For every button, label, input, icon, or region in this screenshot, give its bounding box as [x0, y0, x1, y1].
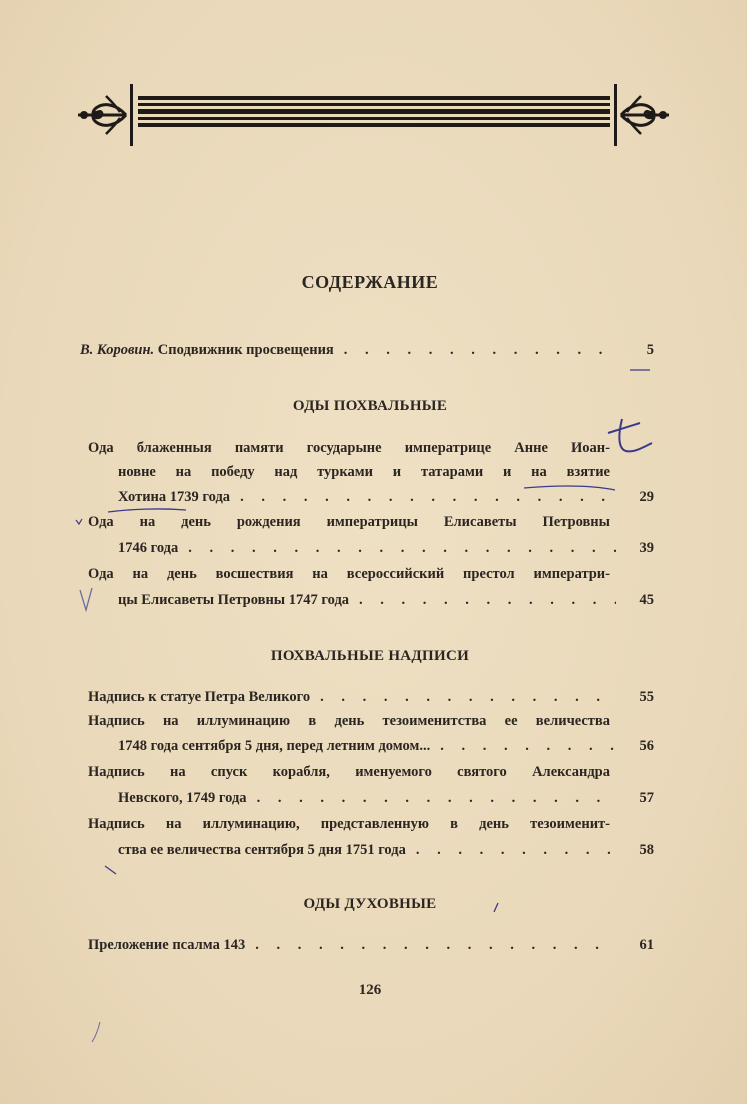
page-ref: 61	[639, 937, 654, 953]
dot-leader	[257, 790, 616, 807]
entry-title: Сподвижник просвещения	[157, 342, 334, 358]
toc-entry-line[interactable]: новне на победу над турками и татарами и на взятие	[118, 464, 610, 480]
toc-entry-line[interactable]: Ода на день рождения императрицы Елисаветы Петровны	[88, 514, 610, 530]
toc-entry-line[interactable]	[118, 738, 654, 755]
toc-entry-line[interactable]: Надпись на спуск корабля, именуемого святого Александра	[88, 764, 610, 780]
page-ref: 39	[639, 540, 654, 556]
entry-title: ства ее величества сентября 5 дня 1751 года	[118, 842, 406, 858]
entry-title: Невского, 1749 года	[118, 790, 247, 806]
entry-title: Преложение псалма 143	[88, 937, 246, 953]
header-rules	[138, 96, 610, 130]
page-ref: 56	[639, 738, 654, 754]
page-ref: 29	[639, 489, 654, 505]
page-number: 126	[358, 982, 382, 998]
toc-entry-line[interactable]	[118, 489, 654, 506]
dot-leader	[440, 738, 616, 755]
dot-leader	[240, 489, 616, 506]
dot-leader	[188, 540, 616, 557]
page-ref: 55	[639, 689, 654, 705]
page-ref: 58	[639, 842, 654, 858]
toc-entry-line[interactable]: Надпись на иллуминацию, представленную в день тезоименит-	[88, 816, 610, 832]
toc-entry-line[interactable]	[118, 540, 654, 557]
entry-title: 1748 года сентября 5 дня, перед летним домом...	[118, 738, 431, 754]
toc-entry-line[interactable]	[88, 937, 654, 954]
dot-leader	[416, 842, 616, 859]
section-heading: ОДЫ ДУХОВНЫЕ	[303, 896, 437, 912]
toc-entry-line[interactable]: Ода на день восшествия на всероссийский престол императри-	[88, 566, 610, 582]
dot-leader	[255, 937, 616, 954]
entry-title: Надпись к статуе Петра Великого	[88, 689, 311, 705]
dot-leader	[320, 689, 616, 706]
page-ref: 57	[639, 790, 654, 806]
entry-title: цы Елисаветы Петровны 1747 года	[118, 592, 350, 608]
entry-title: Хотина 1739 года	[118, 489, 231, 505]
toc-entry-line[interactable]	[118, 592, 654, 609]
toc-entry-line[interactable]: Ода блаженныя памяти государыне императрице Анне Иоан-	[88, 440, 610, 456]
toc-entry[interactable]	[80, 342, 654, 359]
page-ref: 5	[646, 342, 654, 358]
section-heading: ПОХВАЛЬНЫЕ НАДПИСИ	[270, 648, 470, 664]
right-ornament-icon	[611, 84, 671, 146]
section-heading: ОДЫ ПОХВАЛЬНЫЕ	[292, 398, 448, 414]
dot-leader	[344, 342, 616, 359]
toc-entry-line[interactable]	[88, 689, 654, 706]
toc-entry-line[interactable]	[118, 790, 654, 807]
left-ornament-icon	[76, 84, 136, 146]
dot-leader	[359, 592, 616, 609]
toc-entry-line[interactable]: Надпись на иллуминацию в день тезоименитства ее величества	[88, 713, 610, 729]
entry-title: 1746 года	[118, 540, 179, 556]
toc-entry-line[interactable]	[118, 842, 654, 859]
contents-title: СОДЕРЖАНИЕ	[301, 272, 439, 292]
author-name: В. Коровин.	[80, 342, 155, 358]
page-ref: 45	[639, 592, 654, 608]
